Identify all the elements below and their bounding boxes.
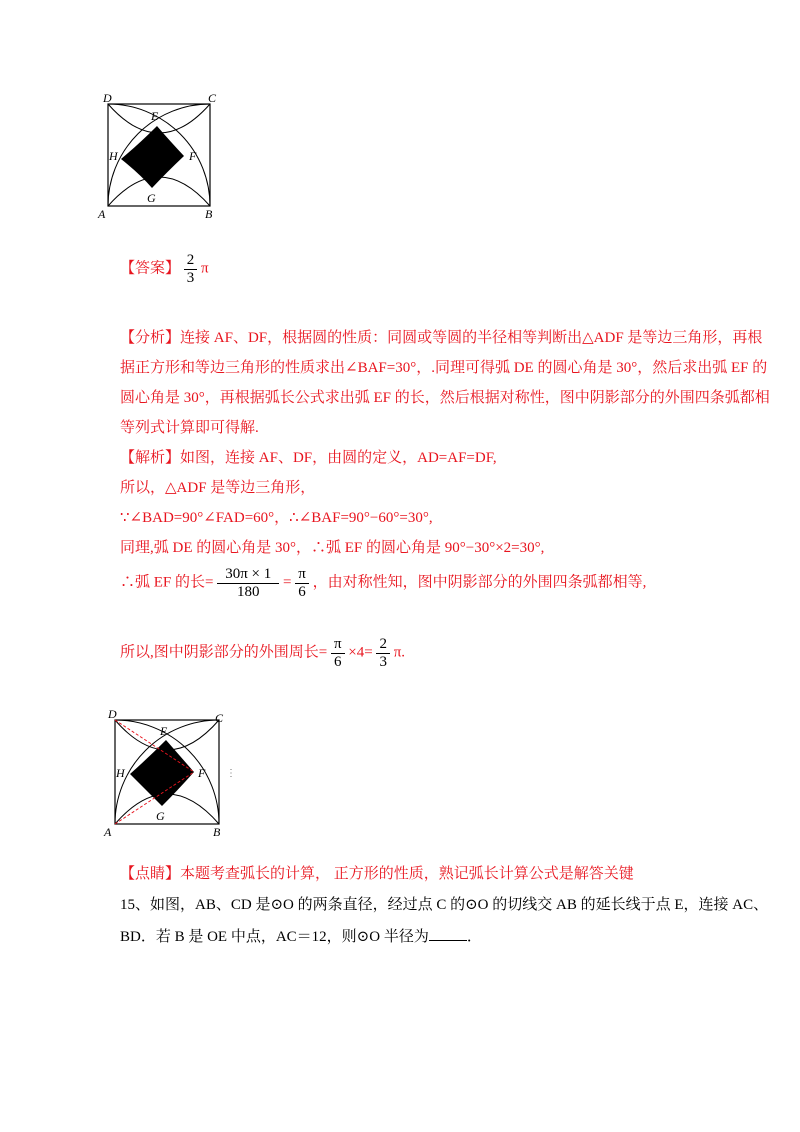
pi-over-6-fraction: $\frac{\pi}{6}$ <box>295 566 309 600</box>
analysis-label: 【分析】 <box>120 330 181 346</box>
solution-line-1: 【解析】如图，连接 AF、DF，由圆的定义，AD=AF=DF, <box>120 450 497 466</box>
analysis-line-1: 【分析】连接 AF、DF，根据圆的性质：同圆或等圆的半径相等判断出△ADF 是等边三角形，再根 <box>120 330 763 346</box>
label-A: A <box>104 825 112 839</box>
analysis-line-4: 等列式计算即可得解. <box>120 420 259 436</box>
label-D: D <box>108 708 117 721</box>
label-E: E <box>151 109 159 123</box>
problem-15-line-1: 15、如图，AB、CD 是⊙O 的两条直径，经过点 C 的⊙O 的切线交 AB 的延长线于点 E，连接 AC、 <box>120 897 769 913</box>
answer-blank[interactable] <box>429 926 467 941</box>
perimeter-fraction-1: $\frac{\pi}{6}$ <box>331 636 345 670</box>
answer-label: 【答案】 <box>120 260 181 277</box>
answer-pi: π <box>201 260 209 277</box>
solution-line-5: ∴弧 EF 的长= $\frac{30\pi \times 1}{180}$ = $\frac{\pi}{6}$ ，由对称性知，图中阴影部分的外围四条弧都相等, <box>120 566 647 600</box>
arc-length-fraction: $\frac{30\pi \times 1}{180}$ <box>217 566 279 600</box>
label-B: B <box>205 207 213 221</box>
label-C: C <box>208 92 217 105</box>
label-D: D <box>103 92 112 105</box>
solution-line-4: 同理,弧 DE 的圆心角是 30°，∴弧 EF 的圆心角是 90°−30°×2=30°, <box>120 540 545 556</box>
label-F: F <box>189 149 197 163</box>
label-A: A <box>98 207 106 221</box>
label-H: H <box>116 766 125 780</box>
label-C: C <box>215 711 224 725</box>
solution-line-6: 所以,图中阴影部分的外围周长= $\frac{\pi}{6}$ ×4= $\frac{2}{3}$ π. <box>120 636 406 670</box>
label-G: G <box>147 191 156 205</box>
solution-label: 【解析】 <box>120 450 181 466</box>
problem-15-line-2: BD．若 B 是 OE 中点，AC＝12，则⊙O 半径为 ． <box>120 925 482 946</box>
label-E: E <box>160 724 168 738</box>
perimeter-fraction-2: $\frac{2}{3}$ <box>376 636 390 670</box>
problem-number: 15、 <box>120 897 151 913</box>
label-F: F <box>198 766 206 780</box>
analysis-line-3: 圆心角是 30°，再根据弧长公式求出弧 EF 的长，然后根据对称性，图中阴影部分的外围四条弧都相 <box>120 390 770 406</box>
comment-line: 【点睛】本题考查弧长的计算， 正方形的性质，熟记弧长计算公式是解答关键 <box>120 866 634 882</box>
label-B: B <box>213 825 221 839</box>
figure-square-arcs-2 <box>100 708 240 840</box>
label-H: H <box>109 149 118 163</box>
analysis-line-2: 据正方形和等边三角形的性质求出∠BAF=30°，.同理可得弧 DE 的圆心角是 30°，然后求出弧 EF 的 <box>120 360 768 376</box>
solution-line-3: ∵∠BAD=90°∠FAD=60°，∴∠BAF=90°−60°=30°, <box>120 510 433 526</box>
solution-line-2: 所以，△ADF 是等边三角形， <box>120 480 316 496</box>
comment-label: 【点睛】 <box>120 866 181 882</box>
answer-fraction: $\frac{2}{3}$ <box>184 252 198 286</box>
dots-icon: ⋮ <box>226 768 236 779</box>
label-G: G <box>156 809 165 823</box>
figure-square-arcs-1 <box>95 92 225 224</box>
answer-line <box>120 252 209 286</box>
